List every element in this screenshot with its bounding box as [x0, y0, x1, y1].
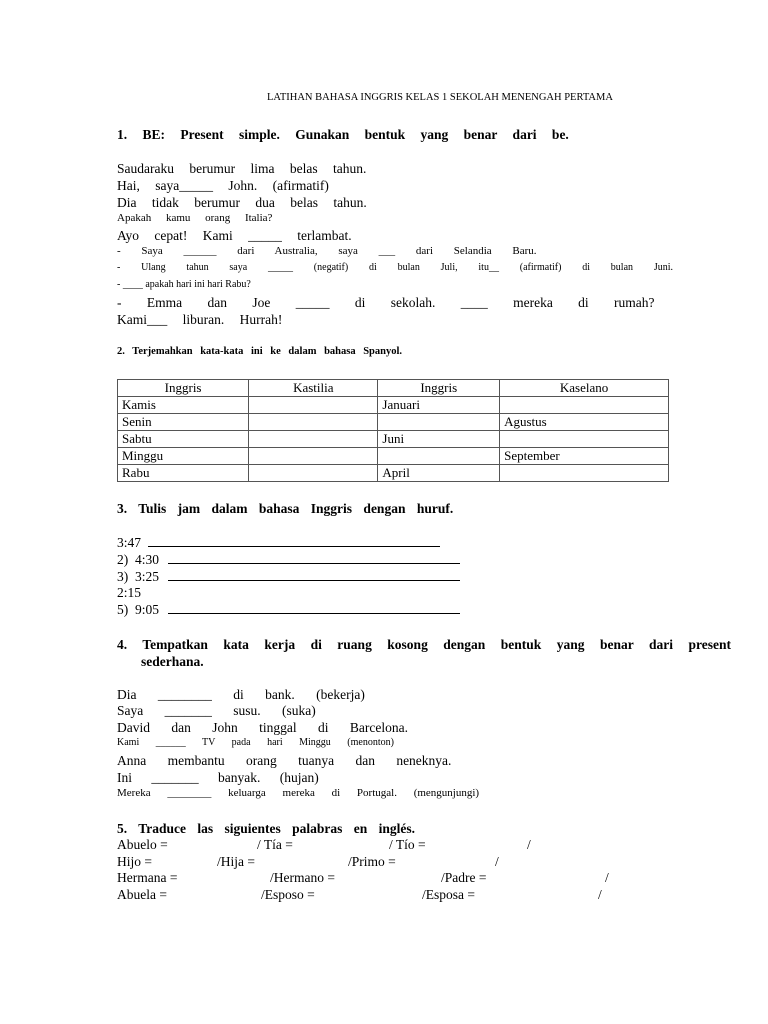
- vocab-cell: Hijo =: [117, 854, 152, 869]
- table-cell: Senin: [118, 414, 249, 431]
- table-cell: Kamis: [118, 397, 249, 414]
- vocab-cell: /: [598, 887, 602, 902]
- time-label: 3) 3:25: [117, 569, 159, 584]
- s4-line-5: Anna membantu orang tuanya dan neneknya.: [117, 753, 452, 768]
- table-cell: April: [378, 465, 500, 482]
- s4-line-1: Dia ________ di bank. (bekerja): [117, 687, 365, 702]
- table-cell: Januari: [378, 397, 500, 414]
- s1-line-7: - Ulang tahun saya _____ (negatif) di bulan Juli, itu__ (afirmatif) di bulan Juni.: [117, 262, 673, 273]
- vocab-cell: /Padre =: [441, 870, 487, 885]
- s1-line-2: Hai, saya_____ John. (afirmatif): [117, 178, 329, 193]
- time-line-1: [117, 535, 440, 551]
- table-header-row: [118, 380, 669, 397]
- table-cell: Minggu: [118, 448, 249, 465]
- table-cell: Juni: [378, 431, 500, 448]
- table-cell: [249, 465, 378, 482]
- s1-line-9: - Emma dan Joe _____ di sekolah. ____ mereka di rumah?: [117, 295, 655, 310]
- table-cell: Sabtu: [118, 431, 249, 448]
- vocab-cell: Hermana =: [117, 870, 178, 885]
- time-label: 2) 4:30: [117, 552, 159, 567]
- s4-line-4: Kami ______ TV pada hari Minggu (menonton): [117, 737, 394, 748]
- time-label: 5) 9:05: [117, 602, 159, 617]
- vocab-cell: Abuela =: [117, 887, 167, 902]
- time-line-5: [117, 602, 460, 618]
- s4-line-7: Mereka ________ keluarga mereka di Portugal. (mengunjungi): [117, 787, 480, 799]
- table-row: [118, 431, 669, 448]
- table-cell: [249, 397, 378, 414]
- table-header-cell: Inggris: [378, 380, 500, 397]
- answer-blank: [168, 602, 460, 614]
- s4-line-6: Ini _______ banyak. (hujan): [117, 770, 319, 785]
- table-cell: [500, 431, 669, 448]
- s1-line-4: Apakah kamu orang Italia?: [117, 212, 273, 224]
- answer-blank: [168, 552, 460, 564]
- s1-line-3: Dia tidak berumur dua belas tahun.: [117, 195, 367, 210]
- section-4-heading: 4. Tempatkan kata kerja di ruang kosong dengan bentuk yang benar dari present: [117, 637, 731, 652]
- table-row: [118, 448, 669, 465]
- section-2-heading: 2. Terjemahkan kata-kata ini ke dalam bahasa Spanyol.: [117, 346, 403, 357]
- vocab-cell: /Esposo =: [261, 887, 315, 902]
- table-cell: Rabu: [118, 465, 249, 482]
- s1-line-8: - ____ apakah hari ini hari Rabu?: [117, 279, 251, 290]
- answer-blank: [168, 569, 460, 581]
- vocab-cell: /Primo =: [348, 854, 396, 869]
- vocab-cell: / Tío =: [389, 837, 426, 852]
- table-cell: [500, 465, 669, 482]
- vocab-cell: Abuelo =: [117, 837, 168, 852]
- time-line-4: 2:15: [117, 585, 142, 600]
- translation-table: [117, 379, 669, 482]
- table-cell: [249, 448, 378, 465]
- time-line-3: [117, 569, 460, 585]
- s1-line-10: Kami___ liburan. Hurrah!: [117, 312, 283, 327]
- table-row: [118, 465, 669, 482]
- s4-line-2: Saya _______ susu. (suka): [117, 703, 316, 718]
- vocab-cell: /Hija =: [217, 854, 255, 869]
- s4-line-3: David dan John tinggal di Barcelona.: [117, 720, 408, 735]
- table-cell: [378, 414, 500, 431]
- section-3-heading: 3. Tulis jam dalam bahasa Inggris dengan huruf.: [117, 501, 454, 516]
- table-row: [118, 397, 669, 414]
- table-row: [118, 414, 669, 431]
- section-4-heading-cont: sederhana.: [141, 654, 204, 669]
- table-header-cell: Kastilia: [249, 380, 378, 397]
- page-title: LATIHAN BAHASA INGGRIS KELAS 1 SEKOLAH MENENGAH PERTAMA: [267, 92, 613, 103]
- s1-line-5: Ayo cepat! Kami _____ terlambat.: [117, 228, 352, 243]
- table-cell: [249, 414, 378, 431]
- vocab-cell: /: [605, 870, 609, 885]
- section-1-heading: 1. BE: Present simple. Gunakan bentuk yang benar dari be.: [117, 127, 569, 142]
- s1-line-6: - Saya ______ dari Australia, saya ___ dari Selandia Baru.: [117, 245, 537, 257]
- table-cell: [378, 448, 500, 465]
- section-5-heading: 5. Traduce las siguientes palabras en inglés.: [117, 821, 416, 836]
- table-cell: Agustus: [500, 414, 669, 431]
- table-cell: [500, 397, 669, 414]
- time-label: 3:47: [117, 535, 142, 550]
- s1-line-1: Saudaraku berumur lima belas tahun.: [117, 161, 367, 176]
- table-header-cell: Kaselano: [500, 380, 669, 397]
- table-cell: [249, 431, 378, 448]
- vocab-cell: /Hermano =: [270, 870, 335, 885]
- vocab-cell: /: [495, 854, 499, 869]
- vocab-cell: / Tía =: [257, 837, 293, 852]
- table-cell: September: [500, 448, 669, 465]
- vocab-cell: /: [527, 837, 531, 852]
- vocab-cell: /Esposa =: [422, 887, 475, 902]
- time-line-2: [117, 552, 460, 568]
- table-header-cell: Inggris: [118, 380, 249, 397]
- answer-blank: [148, 535, 440, 547]
